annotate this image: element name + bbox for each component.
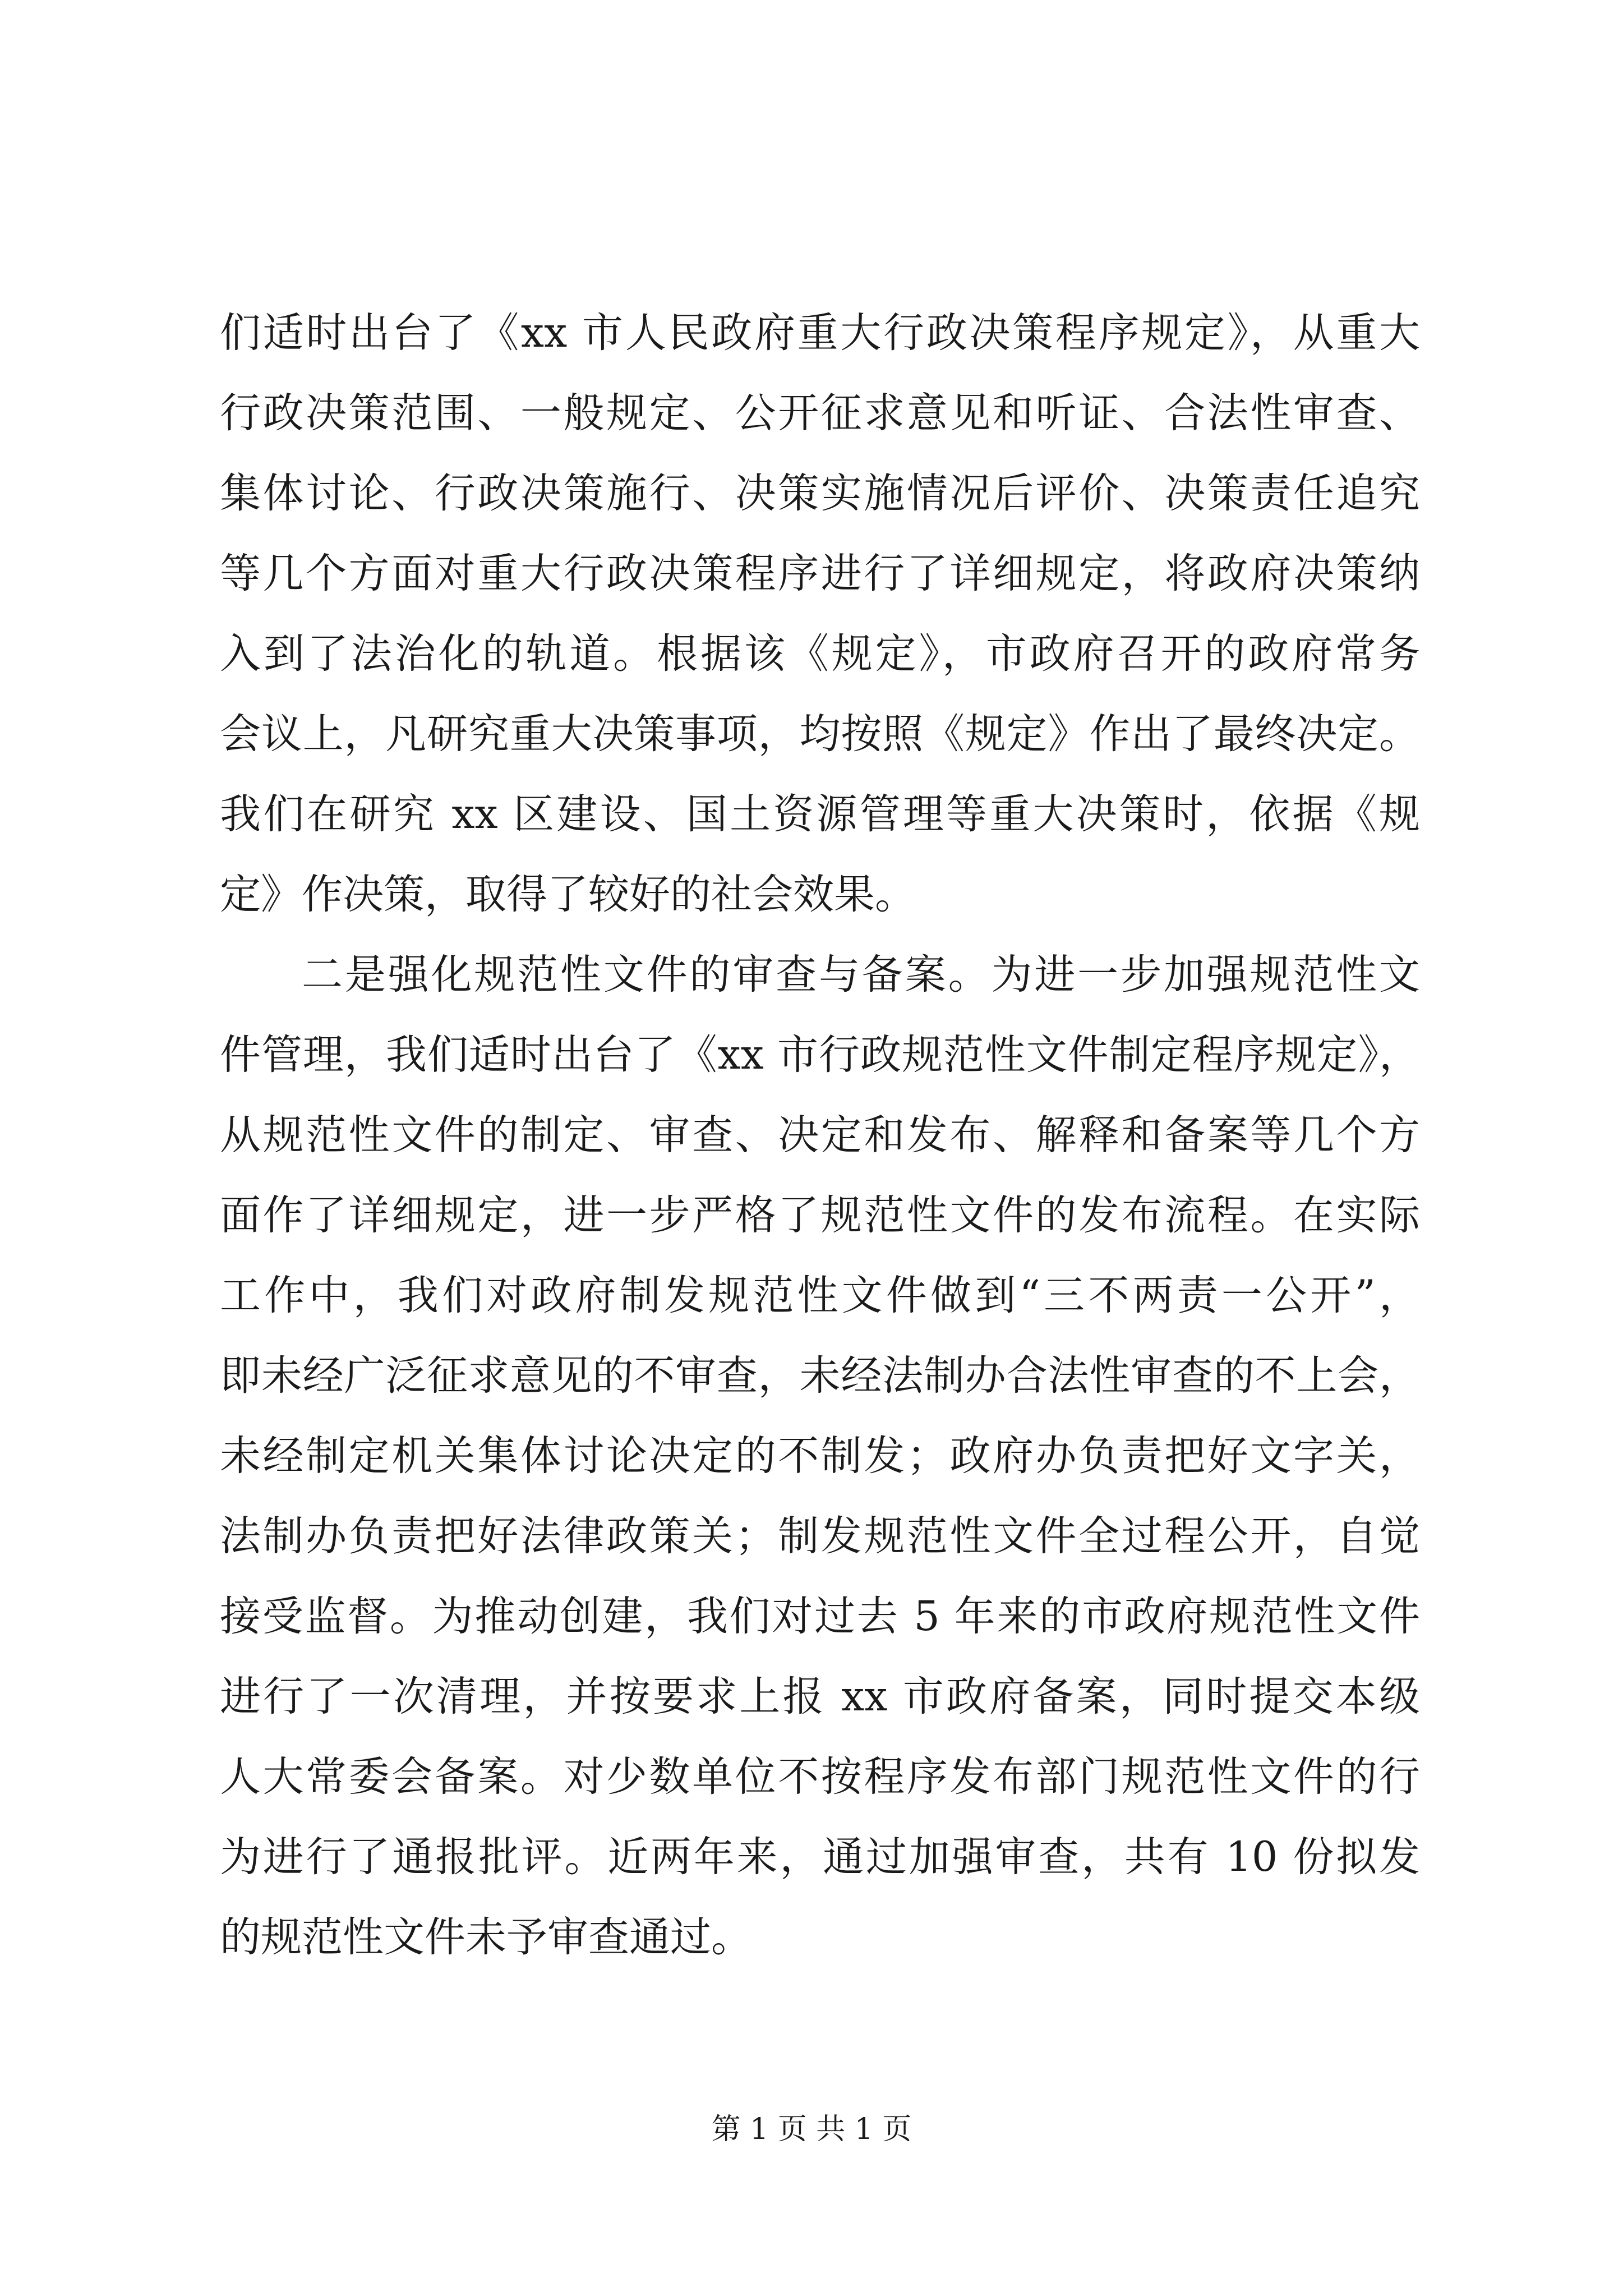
- text-line: 的规范性文件未予审查通过。: [220, 1913, 752, 1961]
- text-line: 件管理，我们适时出台了《xx 市行政规范性文件制定程序规定》，: [220, 1031, 1420, 1079]
- text-line: 人大常委会备案。对少数单位不按程序发布部门规范性文件的行: [220, 1753, 1420, 1801]
- text-line-paragraph-start: 二是强化规范性文件的审查与备案。为进一步加强规范性文: [302, 951, 1420, 999]
- text-line: 接受监督。为推动创建，我们对过去 5 年来的市政府规范性文件: [220, 1593, 1420, 1640]
- text-line: 未经制定机关集体讨论决定的不制发；政府办负责把好文字关，: [220, 1432, 1420, 1480]
- body-text: [220, 293, 1420, 1977]
- text-line: 面作了详细规定，进一步严格了规范性文件的发布流程。在实际: [220, 1191, 1420, 1239]
- text-line: 集体讨论、行政决策施行、决策实施情况后评价、决策责任追究: [220, 470, 1420, 517]
- text-line: 我们在研究 xx 区建设、国土资源管理等重大决策时，依据《规: [220, 790, 1420, 838]
- text-line: 工作中，我们对政府制发规范性文件做到“三不两责一公开”，: [220, 1272, 1420, 1319]
- page-footer: [0, 2113, 1623, 2146]
- text-line: 从规范性文件的制定、审查、决定和发布、解释和备案等几个方: [220, 1111, 1420, 1159]
- text-line: 等几个方面对重大行政决策程序进行了详细规定，将政府决策纳: [220, 550, 1420, 597]
- text-line: 行政决策范围、一般规定、公开征求意见和听证、合法性审查、: [220, 389, 1420, 437]
- text-line: 们适时出台了《xx 市人民政府重大行政决策程序规定》，从重大: [220, 309, 1420, 357]
- text-line: 定》作决策，取得了较好的社会效果。: [220, 871, 916, 918]
- text-line: 为进行了通报批评。近两年来，通过加强审查，共有 10 份拟发: [220, 1833, 1420, 1881]
- page-number-label: 第 1 页 共 1 页: [711, 2113, 912, 2146]
- text-line: 入到了法治化的轨道。根据该《规定》，市政府召开的政府常务: [220, 630, 1420, 678]
- text-line: 即未经广泛征求意见的不审查，未经法制办合法性审查的不上会，: [220, 1352, 1420, 1400]
- text-line: 会议上，凡研究重大决策事项，均按照《规定》作出了最终决定。: [220, 710, 1420, 758]
- text-line: 进行了一次清理，并按要求上报 xx 市政府备案，同时提交本级: [220, 1673, 1420, 1720]
- text-line: 法制办负责把好法律政策关；制发规范性文件全过程公开，自觉: [220, 1512, 1420, 1560]
